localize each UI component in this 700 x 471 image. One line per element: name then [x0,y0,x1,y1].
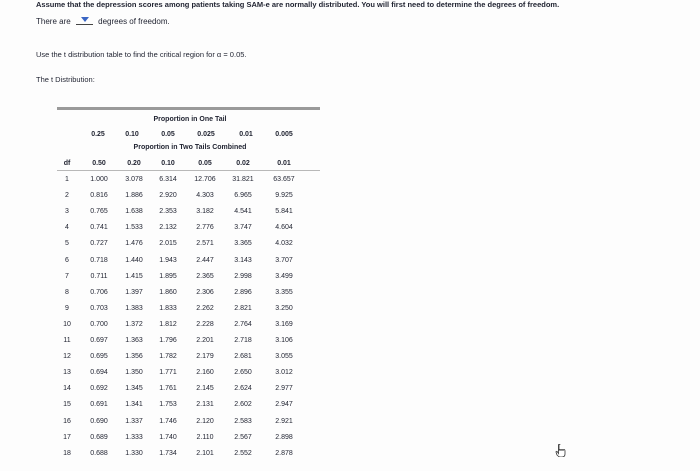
table-cell: 4.541 [234,208,252,216]
table-cell: 2.145 [196,385,214,393]
table-cell: 0.700 [90,320,108,328]
table-cell: 0.711 [90,272,108,280]
degrees-of-freedom-dropdown[interactable] [76,15,93,25]
table-top-rule [57,107,320,110]
df-cell: 13 [63,369,71,377]
table-cell: 3.169 [275,320,293,328]
df-cell: 11 [63,337,71,344]
table-cell: 2.567 [234,433,252,441]
problem-statement: Assume that the depression scores among patients taking SAM-e are normally distributed. You will first need to determine the degrees of freedom. [36,0,560,9]
table-cell: 2.650 [234,369,252,377]
table-cell: 2.552 [234,449,252,457]
df-cell: 1 [65,176,69,183]
hand-cursor-icon [555,444,567,457]
df-cell: 9 [65,304,69,312]
table-cell: 2.896 [234,288,252,296]
table-cell: 1.833 [159,304,177,312]
table-cell: 1.363 [125,337,143,344]
table-cell: 6.314 [159,176,177,183]
table-cell: 3.499 [275,272,293,280]
table-cell: 2.110 [196,433,214,441]
table-cell: 1.943 [159,256,177,264]
table-cell: 3.078 [125,176,143,183]
table-cell: 0.697 [90,337,108,344]
table-title: The t Distribution: [36,75,95,84]
table-cell: 2.583 [234,417,252,425]
table-cell: 2.921 [275,417,293,425]
two-tail-value: 0.10 [161,160,175,167]
table-cell: 2.447 [196,256,214,264]
table-cell: 9.925 [275,192,293,200]
table-cell: 3.355 [275,288,293,296]
two-tail-header: Proportion in Two Tails Combined [133,144,247,151]
table-cell: 2.878 [275,449,293,457]
table-cell: 2.920 [159,192,177,200]
table-cell: 5.841 [275,208,293,216]
table-cell: 1.341 [125,401,143,409]
table-cell: 1.782 [159,353,177,361]
table-cell: 2.602 [234,401,252,409]
table-cell: 0.718 [90,256,108,264]
table-cell: 4.303 [196,192,214,200]
two-tail-value: 0.02 [236,160,250,167]
one-tail-value: 0.25 [91,131,105,138]
table-cell: 3.747 [234,224,252,232]
table-cell: 1.886 [125,192,143,200]
table-cell: 0.688 [90,449,108,457]
table-cell: 0.694 [90,369,108,377]
degrees-suffix-label: degrees of freedom. [98,17,170,26]
table-cell: 2.365 [196,272,214,280]
table-cell: 1.812 [159,320,177,328]
df-cell: 18 [63,449,71,457]
two-tail-value: 0.20 [127,160,141,167]
table-cell: 2.624 [234,385,252,393]
table-cell: 63.657 [273,176,295,183]
df-cell: 3 [65,208,69,216]
table-cell: 2.998 [234,272,252,280]
table-cell: 1.333 [125,433,143,441]
table-cell: 2.015 [159,240,177,248]
table-cell: 2.228 [196,320,214,328]
table-cell: 2.681 [234,353,252,361]
df-cell: 15 [63,401,71,409]
one-tail-value: 0.10 [125,131,139,138]
table-cell: 2.306 [196,288,214,296]
table-cell: 1.734 [159,449,177,457]
table-cell: 0.727 [90,240,108,248]
table-cell: 2.120 [196,417,214,425]
table-cell: 0.706 [90,288,108,296]
table-cell: 1.740 [159,433,177,441]
table-cell: 2.179 [196,353,214,361]
table-cell: 3.055 [275,353,293,361]
df-cell: 10 [63,320,71,328]
df-cell: 8 [65,288,69,296]
one-tail-value: 0.05 [161,131,175,138]
two-tail-value: 0.50 [92,160,106,167]
df-cell: 5 [65,240,69,248]
table-cell: 31.821 [232,176,254,183]
table-cell: 3.106 [275,337,293,344]
one-tail-value: 0.025 [197,131,215,138]
table-cell: 1.345 [125,385,143,393]
table-cell: 2.821 [234,304,252,312]
table-cell: 1.337 [125,417,143,425]
table-cell: 1.372 [125,320,143,328]
table-cell: 2.160 [196,369,214,377]
table-header-rule [57,170,320,171]
df-cell: 4 [65,224,69,232]
table-cell: 1.895 [159,272,177,280]
table-cell: 2.764 [234,320,252,328]
table-cell: 1.415 [125,272,143,280]
table-cell: 3.365 [234,240,252,248]
two-tail-value: 0.01 [277,160,291,167]
table-cell: 12.706 [194,176,216,183]
table-cell: 2.132 [159,224,177,232]
table-cell: 1.397 [125,288,143,296]
table-cell: 2.947 [275,401,293,409]
one-tail-value: 0.005 [275,131,293,138]
table-cell: 3.250 [275,304,293,312]
table-cell: 1.476 [125,240,143,248]
table-cell: 2.898 [275,433,293,441]
df-cell: 12 [63,353,71,361]
table-cell: 1.746 [159,417,177,425]
two-tail-value: 0.05 [198,160,212,167]
table-cell: 2.353 [159,208,177,216]
table-cell: 4.604 [275,224,293,232]
table-cell: 0.692 [90,385,108,393]
table-cell: 2.718 [234,337,252,344]
table-cell: 1.533 [125,224,143,232]
table-cell: 1.771 [159,369,177,377]
table-cell: 3.143 [234,256,252,264]
table-cell: 0.816 [90,192,108,200]
df-cell: 14 [63,385,71,393]
df-cell: 16 [63,417,71,425]
one-tail-header: Proportion in One Tail [153,116,227,123]
df-header: df [63,160,71,167]
table-cell: 3.707 [275,256,293,264]
table-cell: 2.776 [196,224,214,232]
table-cell: 2.101 [196,449,214,457]
table-cell: 2.262 [196,304,214,312]
table-cell: 0.689 [90,433,108,441]
table-cell: 2.201 [196,337,214,344]
table-cell: 0.765 [90,208,108,216]
df-cell: 17 [63,433,71,441]
table-cell: 1.383 [125,304,143,312]
table-cell: 2.571 [196,240,214,248]
instruction-text: Use the t distribution table to find the critical region for α = 0.05. [36,50,247,59]
table-cell: 3.182 [196,208,214,216]
table-cell: 1.440 [125,256,143,264]
table-cell: 1.753 [159,401,177,409]
df-cell: 2 [65,192,69,200]
df-cell: 6 [65,256,69,264]
table-cell: 1.761 [159,385,177,393]
table-cell: 0.691 [90,401,108,409]
table-cell: 1.860 [159,288,177,296]
table-cell: 1.350 [125,369,143,377]
table-cell: 2.977 [275,385,293,393]
table-cell: 6.965 [234,192,252,200]
table-cell: 4.032 [275,240,293,248]
table-cell: 0.741 [90,224,108,232]
df-cell: 7 [65,272,69,280]
degrees-of-freedom-line [36,15,170,26]
table-cell: 0.690 [90,417,108,425]
one-tail-value: 0.01 [239,131,253,138]
there-are-label: There are [36,17,71,26]
table-cell: 1.638 [125,208,143,216]
table-cell: 2.131 [196,401,214,409]
table-cell: 3.012 [275,369,293,377]
table-cell: 1.356 [125,353,143,361]
table-cell: 0.695 [90,353,108,361]
table-cell: 0.703 [90,304,108,312]
table-cell: 1.330 [125,449,143,457]
table-cell: 1.000 [90,176,108,183]
table-cell: 1.796 [159,337,177,344]
